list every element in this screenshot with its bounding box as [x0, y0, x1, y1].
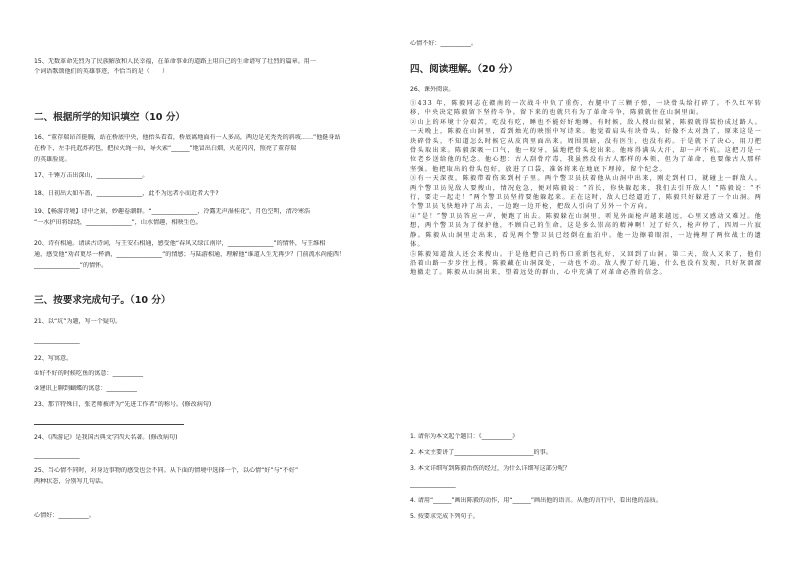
- q21-answer-blank[interactable]: _______________: [34, 337, 80, 344]
- q25-mood-bad: 心情不好：__________。: [410, 40, 478, 47]
- passage-paragraph-5: ⑤陈毅知道敌人还会来搜山。于是他把自己的伤口重新包扎好，又回到了山洞。第二天，敌人又来了，他们沿着山路一步步往上搜。陈毅藏在山洞深处，一动也不动。敌人搜了好几遍，什么也没有发现，只好灰溜溜地撤走了。陈毅从山洞出来，望着远处的群山，心中充满了对革命必胜的信念。: [410, 250, 762, 277]
- passage-paragraph-4: ④“是！”警卫员答应一声，便跑了出去。陈毅躲在山洞里，听见外面枪声越来越远，心里又感动又难过。他想，两个警卫员为了保护他，不顾自己的生命，这是多么崇高的精神啊！过了好久，枪声停了，四周一片寂静。陈毅从山洞里走出来，看见两个警卫员已经倒在血泊中。他一边擦着眼泪，一边掩埋了两位战士的遗体。: [410, 212, 762, 249]
- question-3-answer-blank[interactable]: _______________: [410, 481, 456, 488]
- q16-line-1: 16、“董存瑞昂首挺胸，站在桥底中央，他抬头看看，桥底离地面有一人多高，两边是光秃秃的斜坡……”他挺身站: [34, 134, 341, 141]
- section-4-title: 四、阅读理解。（20 分）: [410, 64, 518, 75]
- q23-answer-line[interactable]: [34, 424, 184, 425]
- question-4: 4. 请用“______”画出陈毅的动作，用“______”画出他的语言。从他的言行中，看出他的品质。: [410, 497, 662, 504]
- question-3: 3. 本文详细写到陈毅治伤的经过，为什么详细写这部分呢？: [410, 465, 571, 472]
- q19-line-2: “一水护田将绿绕，_______________”，山水情趣，相映生色。: [34, 219, 202, 226]
- q22-stem: 22、写寓意。: [34, 355, 73, 362]
- question-2: 2. 本文主要讲了__________________________的事。: [410, 449, 552, 456]
- q17: 17、千锤万击出深山，_______________。: [34, 172, 149, 179]
- q20-line-1: 20、诗有相通。请读古诗词，与王安石相通，感受他“春风又绿江南岸，_______________”的情怀，与王维相: [34, 240, 326, 247]
- q26-stem: 26、课外阅读。: [410, 86, 455, 93]
- question-1: 1. 请你为本文起个题目：《__________》: [410, 433, 519, 440]
- right-column: [410, 0, 762, 562]
- section-3-title: 三、按要求完成句子。（10 分）: [34, 295, 171, 306]
- q18: 18、日初出大如车盖，_______________，此不为远者小而近者大乎?: [34, 190, 219, 197]
- passage-paragraph-2: ②山上的环境十分艰苦，吃没有吃，睡也不能好好地睡。有时候，敌人搜山很紧，陈毅就得装扮成过路人。一天晚上，陈毅在山洞里，看到烛光的映照中写诗来。他觉着肩头有块骨头，好像不太对劲了，原来这是一块碎骨头，不知道怎么时候它从皮肉里面出来。周围黑暗，没有医生，也没有药。于是就下了决心，用刀把骨头取出来。陈毅深吸一口气，他一咬牙，猛地把骨头挖出来。他疼得满头大汗，却一声不吭。这把刀是一位老乡送给他的纪念。他心想：古人刮骨疗毒，我虽然没有古人那样的本领，但为了革命，也要像古人那样坚强。他把取出的骨头包好，放进了口袋，准备将来在地底下埋掉，留个纪念。: [410, 118, 762, 173]
- passage-paragraph-1: ①433 年，陈毅同志在赣南的一次战斗中负了重伤，右腿中了三颗子弹，一块骨头给打碎了。不久红军转移，中央决定陈毅留下坚持斗争。留下来的也就只有为了革命斗争，陈毅就住在山洞里面。: [410, 100, 762, 117]
- question-5: 5. 按要求完成下列句子。: [410, 513, 479, 520]
- q24-answer-blank[interactable]: _______________: [34, 452, 80, 459]
- q25-line-2: 两种状态，分别写几句话。: [34, 478, 108, 485]
- q15-stem-line-2: 个词语歌颂他们的英雄事迹，不恰当的是（ ）: [34, 68, 169, 75]
- q25-mood-good: 心情好：__________。: [34, 512, 95, 519]
- q16-line-3: 的英雄脸庞。: [34, 156, 71, 163]
- left-column: [34, 0, 380, 562]
- q23: 23、那节特殊日，张老师被评为“先进工作者”的称号。(修改病句): [34, 401, 212, 408]
- q19-line-1: 19、【畅游诗境】诗中之景，妙趣卷潮群。“_______________，冷露无声湿桂花”，月色空明，清冷寒浩: [34, 208, 311, 215]
- q16-line-2: 在桥下，左手托起炸药包，把拉火绳一拉，导火索“______”地冒出白烟，火花闪闪，照亮了董存瑞: [34, 145, 297, 152]
- q24-stem: 24、《西游记》是我国古典文学四大名著。(修改病句): [34, 434, 178, 441]
- q20-line-2: 通，感受他“劝君更尽一杯酒，_______________”的情感；与陆游相通，理解他“谁道人生无再少？门前流水尚能西！: [34, 251, 346, 258]
- section-2-title: 二、根据所学的知识填空（10 分）: [34, 112, 186, 123]
- reading-passage: [410, 99, 762, 278]
- q20-line-3: _______________”的情怀。: [34, 262, 108, 269]
- passage-paragraph-3: ③有一天深夜，陈毅带着伤来到村子里。两个警卫员扶着他从山洞中出来，刚走到村口，就碰上一群敌人。两个警卫员见敌人要搜山，情况危急，便对陈毅说：“首长，你快躲起来，我们去引开敌人！”陈毅说：“不行，要走一起走！”两个警卫员坚持要他躲起来。正在这时，敌人已经逼近了，陈毅只好躲进了一个山洞。两个警卫员飞快地冲了出去，一边跑一边开枪，把敌人引向了另外一个方向。: [410, 175, 762, 211]
- q22-item-1: ①好不好的时候吃鱼的寓意：__________: [34, 370, 144, 377]
- q22-item-2: ②建讯上聊到蝴蝶的寓意：__________: [34, 385, 137, 392]
- q15-stem-line-1: 15、无数革命先烈为了民族解放和人民幸福，在革命事业的道路上用自己的生命谱写了壮烈的篇章。用一: [34, 58, 316, 65]
- q25-line-1: 25、当心情不同时，对身边事物的感受也会不同。从下面的情境中选择一个，以心情“好”与“不好”: [34, 467, 299, 474]
- q21-stem: 21、以“坑”为题，写一个疑句。: [34, 318, 122, 325]
